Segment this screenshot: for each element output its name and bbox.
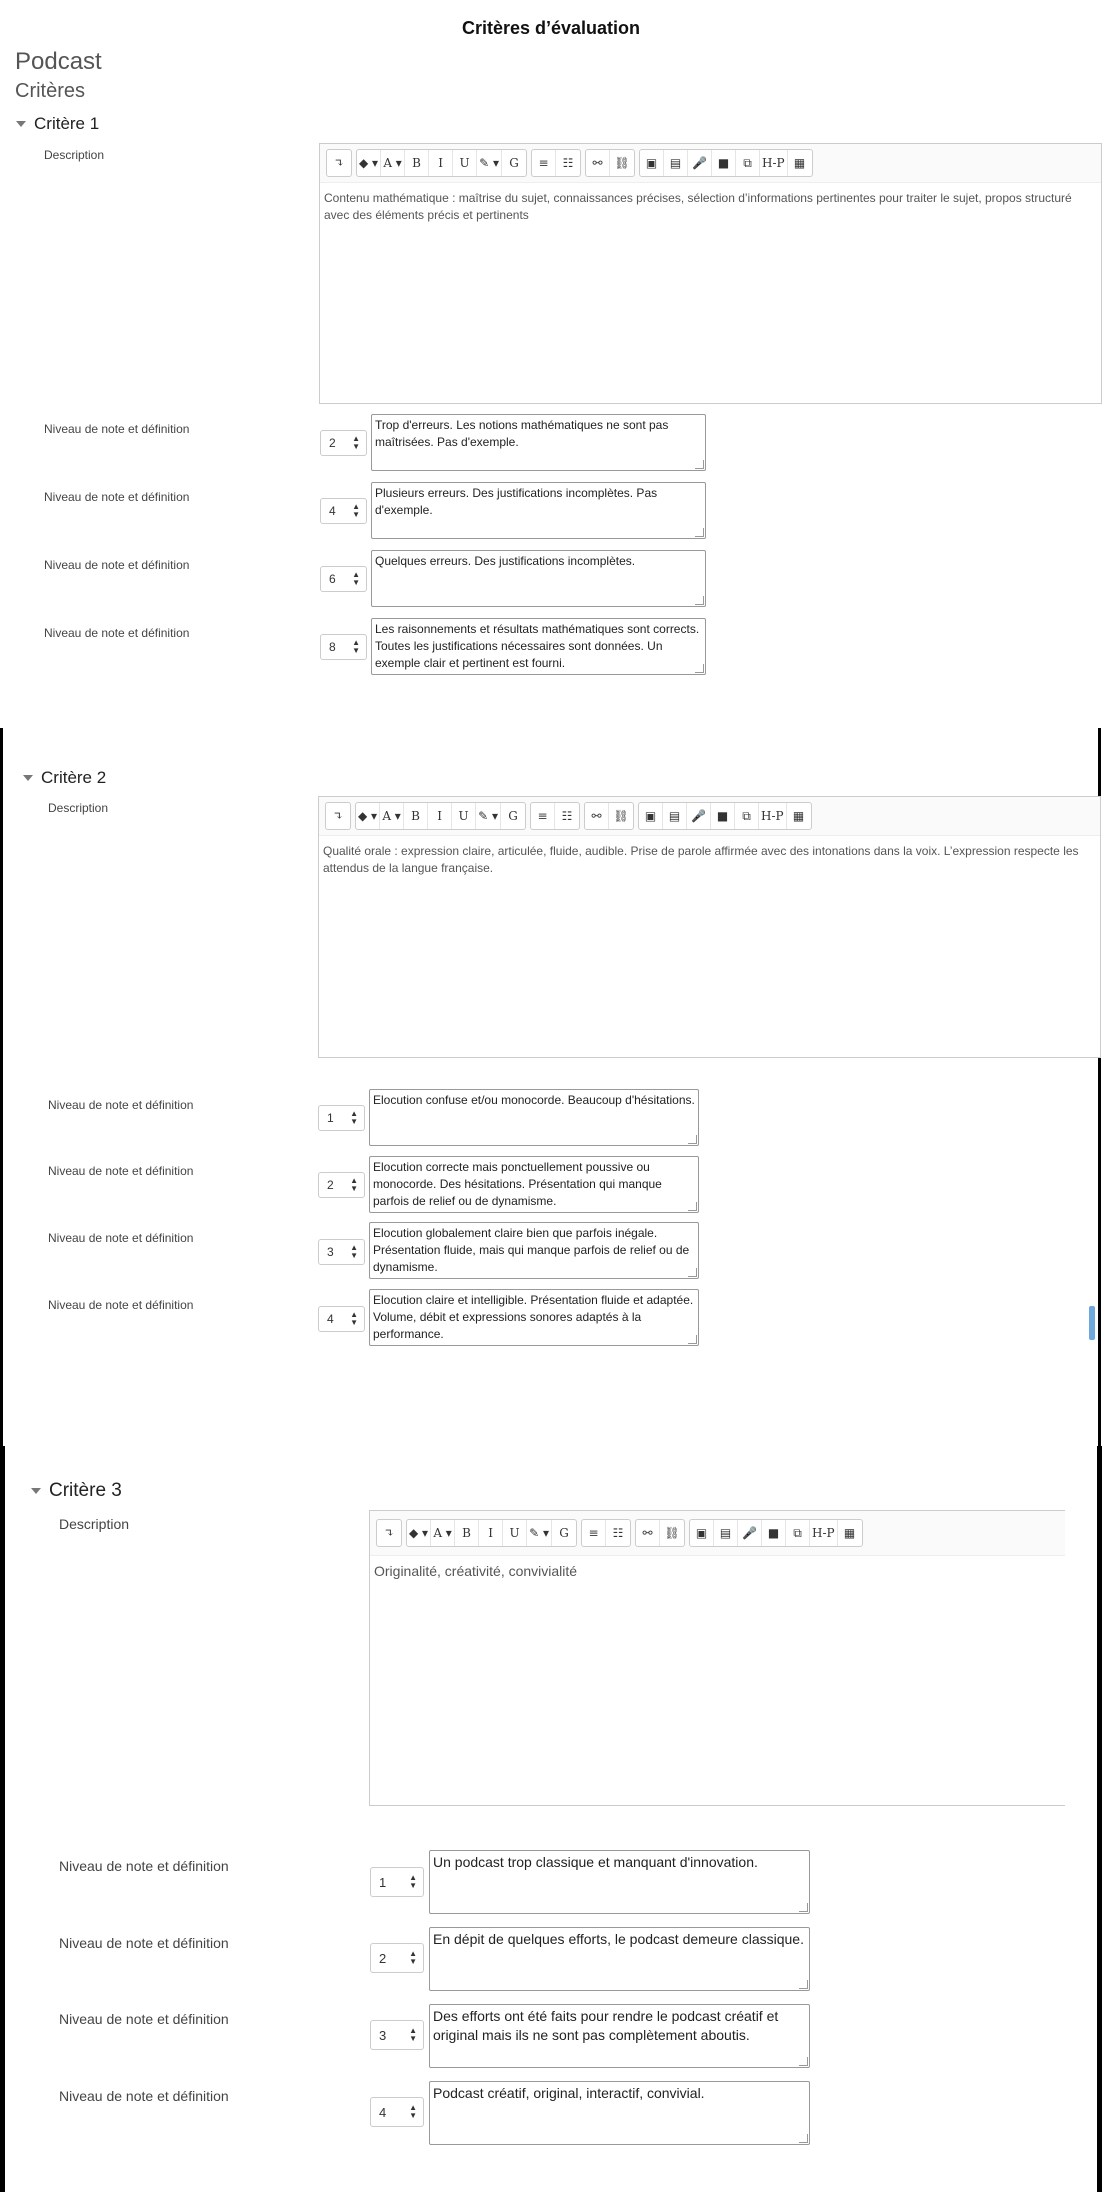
score-select[interactable] bbox=[370, 1943, 424, 1973]
score-select[interactable] bbox=[318, 1172, 365, 1198]
bold-icon[interactable]: B bbox=[404, 803, 428, 829]
level-label: Niveau de note et définition bbox=[48, 1164, 194, 1178]
resize-grip-icon[interactable] bbox=[695, 596, 704, 605]
score-value: 6 bbox=[329, 572, 336, 586]
criterion-title: Critère 1 bbox=[34, 114, 100, 133]
collapse-toolbar-icon[interactable]: ↴ bbox=[332, 809, 344, 823]
select-arrows-icon: ▲ ▼ bbox=[409, 1949, 417, 1966]
select-arrows-icon: ▲ ▼ bbox=[352, 570, 360, 587]
font-size-icon[interactable]: A ▾ bbox=[381, 150, 405, 176]
level-label: Niveau de note et définition bbox=[48, 1098, 194, 1112]
unordered-list-icon[interactable]: ≡ bbox=[531, 803, 555, 829]
definition-textarea[interactable] bbox=[371, 482, 706, 539]
collapse-caret-icon bbox=[31, 1488, 41, 1494]
definition-text: Elocution confuse et/ou monocorde. Beaucoup d'hésitations. bbox=[373, 1093, 695, 1107]
score-value: 4 bbox=[329, 504, 336, 518]
definition-text: Les raisonnements et résultats mathématiques sont corrects. Toutes les justifications nécessaires sont données. Un exemple clair et pertinent est fourni. bbox=[375, 622, 700, 670]
editor-toolbar bbox=[319, 797, 1100, 836]
score-select[interactable] bbox=[318, 1105, 365, 1131]
select-arrows-icon: ▲ ▼ bbox=[352, 502, 360, 519]
underline-icon[interactable]: U bbox=[503, 1520, 527, 1546]
collapse-caret-icon bbox=[23, 775, 33, 781]
record-video-icon[interactable]: ■ bbox=[712, 150, 736, 176]
page-title: Critères d’évaluation bbox=[461, 18, 641, 38]
collapse-toolbar-icon[interactable]: ↴ bbox=[333, 156, 345, 170]
select-arrows-icon: ▲ ▼ bbox=[350, 1176, 358, 1193]
criterion-1-toggle[interactable] bbox=[16, 114, 99, 134]
unlink-icon[interactable]: ⛓ bbox=[664, 1526, 680, 1540]
ordered-list-icon[interactable]: ☷ bbox=[561, 809, 573, 823]
description-editor[interactable] bbox=[318, 796, 1101, 1058]
score-value: 3 bbox=[327, 1245, 334, 1259]
link-icon[interactable]: ⚯ bbox=[585, 803, 609, 829]
definition-textarea[interactable] bbox=[369, 1089, 699, 1146]
record-video-icon[interactable]: ■ bbox=[762, 1520, 786, 1546]
font-size-icon[interactable]: A ▾ bbox=[431, 1520, 455, 1546]
definition-text: Des efforts ont été faits pour rendre le podcast créatif et original mais ils ne sont pas complètement aboutis. bbox=[433, 2008, 779, 2043]
toolbar-group bbox=[325, 802, 351, 830]
record-audio-icon[interactable]: 🎤 bbox=[687, 803, 711, 829]
level-label: Niveau de note et définition bbox=[48, 1231, 194, 1245]
resize-grip-icon[interactable] bbox=[799, 2134, 808, 2143]
link-icon[interactable]: ⚯ bbox=[636, 1520, 660, 1546]
resize-grip-icon[interactable] bbox=[799, 2057, 808, 2066]
score-value: 2 bbox=[329, 436, 336, 450]
definition-text: En dépit de quelques efforts, le podcast demeure classique. bbox=[433, 1931, 804, 1947]
record-video-icon[interactable]: ■ bbox=[711, 803, 735, 829]
score-value: 3 bbox=[379, 2027, 387, 2043]
score-value: 4 bbox=[327, 1312, 334, 1326]
description-text[interactable]: Originalité, créativité, convivialité bbox=[374, 1563, 578, 1579]
score-select[interactable] bbox=[370, 1867, 424, 1897]
link-icon[interactable]: ⚯ bbox=[586, 150, 610, 176]
resize-grip-icon[interactable] bbox=[695, 664, 704, 673]
criterion-3-toggle[interactable] bbox=[31, 1480, 122, 1502]
level-label: Niveau de note et définition bbox=[48, 1298, 194, 1312]
scrollbar-thumb[interactable] bbox=[1089, 1306, 1095, 1340]
record-audio-icon[interactable]: 🎤 bbox=[688, 150, 712, 176]
description-label: Description bbox=[59, 1516, 130, 1532]
definition-text: Elocution correcte mais ponctuellement poussive ou monocorde. Des hésitations. Présentation qui manque parfois de relief ou de dynamisme. bbox=[373, 1160, 662, 1208]
level-label: Niveau de note et définition bbox=[59, 2011, 229, 2027]
equation-icon[interactable]: ▦ bbox=[793, 156, 806, 170]
score-select[interactable] bbox=[318, 1306, 365, 1332]
h5p-icon[interactable]: H-P bbox=[810, 1520, 838, 1546]
select-arrows-icon: ▲ ▼ bbox=[409, 1873, 417, 1890]
criterion-2-toggle[interactable] bbox=[23, 768, 106, 788]
font-color-icon[interactable]: ✎ ▾ bbox=[477, 150, 502, 176]
resize-grip-icon[interactable] bbox=[695, 460, 704, 469]
resize-grip-icon[interactable] bbox=[688, 1268, 697, 1277]
definition-text: Un podcast trop classique et manquant d'innovation. bbox=[433, 1854, 758, 1870]
level-label: Niveau de note et définition bbox=[44, 422, 190, 436]
image-icon[interactable]: ▣ bbox=[639, 803, 663, 829]
definition-text: Plusieurs erreurs. Des justifications incomplètes. Pas d'exemple. bbox=[375, 486, 658, 517]
italic-icon[interactable]: I bbox=[429, 150, 453, 176]
score-value: 1 bbox=[379, 1874, 387, 1890]
select-arrows-icon: ▲ ▼ bbox=[350, 1109, 358, 1126]
manage-files-icon[interactable]: ⧉ bbox=[786, 1520, 810, 1546]
image-icon[interactable]: ▣ bbox=[690, 1520, 714, 1546]
definition-text: Podcast créatif, original, interactif, convivial. bbox=[433, 2085, 705, 2101]
resize-grip-icon[interactable] bbox=[688, 1135, 697, 1144]
score-value: 4 bbox=[379, 2104, 387, 2120]
score-select[interactable] bbox=[320, 634, 367, 660]
unordered-list-icon[interactable]: ≡ bbox=[582, 1520, 606, 1546]
toolbar-group bbox=[635, 1519, 685, 1547]
clear-format-icon[interactable]: G bbox=[508, 809, 518, 823]
toolbar-group bbox=[530, 802, 580, 830]
toolbar-group bbox=[584, 802, 634, 830]
unordered-list-icon[interactable]: ≡ bbox=[532, 150, 556, 176]
definition-textarea[interactable] bbox=[371, 414, 706, 471]
font-size-icon[interactable]: A ▾ bbox=[380, 803, 404, 829]
select-arrows-icon: ▲ ▼ bbox=[352, 434, 360, 451]
score-value: 2 bbox=[379, 1950, 387, 1966]
image-icon[interactable]: ▣ bbox=[640, 150, 664, 176]
definition-textarea[interactable] bbox=[429, 2081, 810, 2145]
definition-text: Elocution globalement claire bien que parfois inégale. Présentation fluide, mais qui manque parfois de relief ou de dynamisme. bbox=[373, 1226, 690, 1274]
level-label: Niveau de note et définition bbox=[44, 490, 190, 504]
media-icon[interactable]: ▤ bbox=[714, 1520, 738, 1546]
collapse-caret-icon bbox=[16, 121, 26, 127]
score-value: 2 bbox=[327, 1178, 334, 1192]
definition-textarea[interactable] bbox=[369, 1222, 699, 1279]
level-label: Niveau de note et définition bbox=[59, 1858, 229, 1874]
select-arrows-icon: ▲ ▼ bbox=[409, 2026, 417, 2043]
select-arrows-icon: ▲ ▼ bbox=[350, 1310, 358, 1327]
score-select[interactable] bbox=[370, 2097, 424, 2127]
h5p-icon[interactable]: H-P bbox=[759, 803, 787, 829]
collapse-toolbar-icon[interactable]: ↴ bbox=[383, 1526, 395, 1540]
unlink-icon[interactable]: ⛓ bbox=[613, 809, 629, 823]
definition-textarea[interactable] bbox=[429, 2004, 810, 2068]
manage-files-icon[interactable]: ⧉ bbox=[735, 803, 759, 829]
criterion-title: Critère 2 bbox=[41, 768, 107, 787]
module-heading: Podcast bbox=[15, 48, 102, 75]
toolbar-group bbox=[639, 149, 813, 177]
level-label: Niveau de note et définition bbox=[59, 1935, 229, 1951]
underline-icon[interactable]: U bbox=[452, 803, 476, 829]
equation-icon[interactable]: ▦ bbox=[843, 1526, 856, 1540]
toolbar-group bbox=[376, 1519, 402, 1547]
toolbar-group bbox=[585, 149, 635, 177]
resize-grip-icon[interactable] bbox=[688, 1335, 697, 1344]
resize-grip-icon[interactable] bbox=[695, 528, 704, 537]
definition-textarea[interactable] bbox=[429, 1850, 810, 1914]
toolbar-group bbox=[326, 149, 352, 177]
font-color-icon[interactable]: ✎ ▾ bbox=[476, 803, 501, 829]
level-label: Niveau de note et définition bbox=[44, 558, 190, 572]
toolbar-group bbox=[581, 1519, 631, 1547]
resize-grip-icon[interactable] bbox=[799, 1980, 808, 1989]
score-select[interactable] bbox=[320, 566, 367, 592]
definition-textarea[interactable] bbox=[371, 550, 706, 607]
select-arrows-icon: ▲ ▼ bbox=[409, 2103, 417, 2120]
equation-icon[interactable]: ▦ bbox=[792, 809, 805, 823]
clear-format-icon[interactable]: G bbox=[509, 156, 519, 170]
unlink-icon[interactable]: ⛓ bbox=[614, 156, 630, 170]
score-value: 8 bbox=[329, 640, 336, 654]
ordered-list-icon[interactable]: ☷ bbox=[562, 156, 574, 170]
score-select[interactable] bbox=[320, 430, 367, 456]
bold-icon[interactable]: B bbox=[455, 1520, 479, 1546]
definition-text: Trop d'erreurs. Les notions mathématiques ne sont pas maîtrisées. Pas d'exemple. bbox=[375, 418, 669, 449]
description-text[interactable]: Qualité orale : expression claire, articulée, fluide, audible. Prise de parole affirmée avec des intonations dans la voix. L’expression respecte les attendus de la langue française. bbox=[323, 844, 1079, 875]
toolbar-group bbox=[355, 802, 526, 830]
criterion-2 bbox=[0, 728, 1101, 1446]
ordered-list-icon[interactable]: ☷ bbox=[612, 1526, 624, 1540]
manage-files-icon[interactable]: ⧉ bbox=[736, 150, 760, 176]
italic-icon[interactable]: I bbox=[428, 803, 452, 829]
score-select[interactable] bbox=[320, 498, 367, 524]
toolbar-group bbox=[531, 149, 581, 177]
definition-textarea[interactable] bbox=[371, 618, 706, 675]
editor-toolbar bbox=[370, 1511, 1065, 1556]
description-label: Description bbox=[44, 148, 105, 162]
h5p-icon[interactable]: H-P bbox=[760, 150, 788, 176]
highlight-icon[interactable]: ◆ ▾ bbox=[356, 803, 380, 829]
description-text[interactable]: Contenu mathématique : maîtrise du sujet, connaissances précises, sélection d’informations pertinentes pour traiter le sujet, propos structuré avec des éléments précis et pertinents bbox=[324, 191, 1072, 222]
toolbar-group bbox=[689, 1519, 863, 1547]
resize-grip-icon[interactable] bbox=[799, 1903, 808, 1912]
toolbar-group bbox=[406, 1519, 577, 1547]
highlight-icon[interactable]: ◆ ▾ bbox=[357, 150, 381, 176]
criterion-3 bbox=[0, 1446, 1102, 2192]
definition-text: Quelques erreurs. Des justifications incomplètes. bbox=[375, 554, 636, 568]
definition-textarea[interactable] bbox=[429, 1927, 810, 1991]
resize-grip-icon[interactable] bbox=[688, 1202, 697, 1211]
criterion-title: Critère 3 bbox=[49, 1480, 122, 1501]
italic-icon[interactable]: I bbox=[479, 1520, 503, 1546]
select-arrows-icon: ▲ ▼ bbox=[350, 1243, 358, 1260]
media-icon[interactable]: ▤ bbox=[664, 150, 688, 176]
definition-textarea[interactable] bbox=[369, 1289, 699, 1346]
font-color-icon[interactable]: ✎ ▾ bbox=[527, 1520, 552, 1546]
score-select[interactable] bbox=[370, 2020, 424, 2050]
section-heading: Critères bbox=[15, 80, 86, 102]
media-icon[interactable]: ▤ bbox=[663, 803, 687, 829]
score-value: 1 bbox=[327, 1111, 334, 1125]
description-editor[interactable] bbox=[369, 1510, 1065, 1806]
toolbar-group bbox=[638, 802, 812, 830]
description-editor[interactable] bbox=[319, 143, 1102, 404]
score-select[interactable] bbox=[318, 1239, 365, 1265]
bold-icon[interactable]: B bbox=[405, 150, 429, 176]
clear-format-icon[interactable]: G bbox=[559, 1526, 569, 1540]
level-label: Niveau de note et définition bbox=[44, 626, 190, 640]
highlight-icon[interactable]: ◆ ▾ bbox=[407, 1520, 431, 1546]
record-audio-icon[interactable]: 🎤 bbox=[738, 1520, 762, 1546]
toolbar-group bbox=[356, 149, 527, 177]
definition-text: Elocution claire et intelligible. Présentation fluide et adaptée. Volume, débit et expressions sonores adaptés à la performance. bbox=[373, 1293, 694, 1341]
level-label: Niveau de note et définition bbox=[59, 2088, 229, 2104]
select-arrows-icon: ▲ ▼ bbox=[352, 638, 360, 655]
description-label: Description bbox=[48, 801, 109, 815]
editor-toolbar bbox=[320, 144, 1101, 183]
underline-icon[interactable]: U bbox=[453, 150, 477, 176]
definition-textarea[interactable] bbox=[369, 1156, 699, 1213]
